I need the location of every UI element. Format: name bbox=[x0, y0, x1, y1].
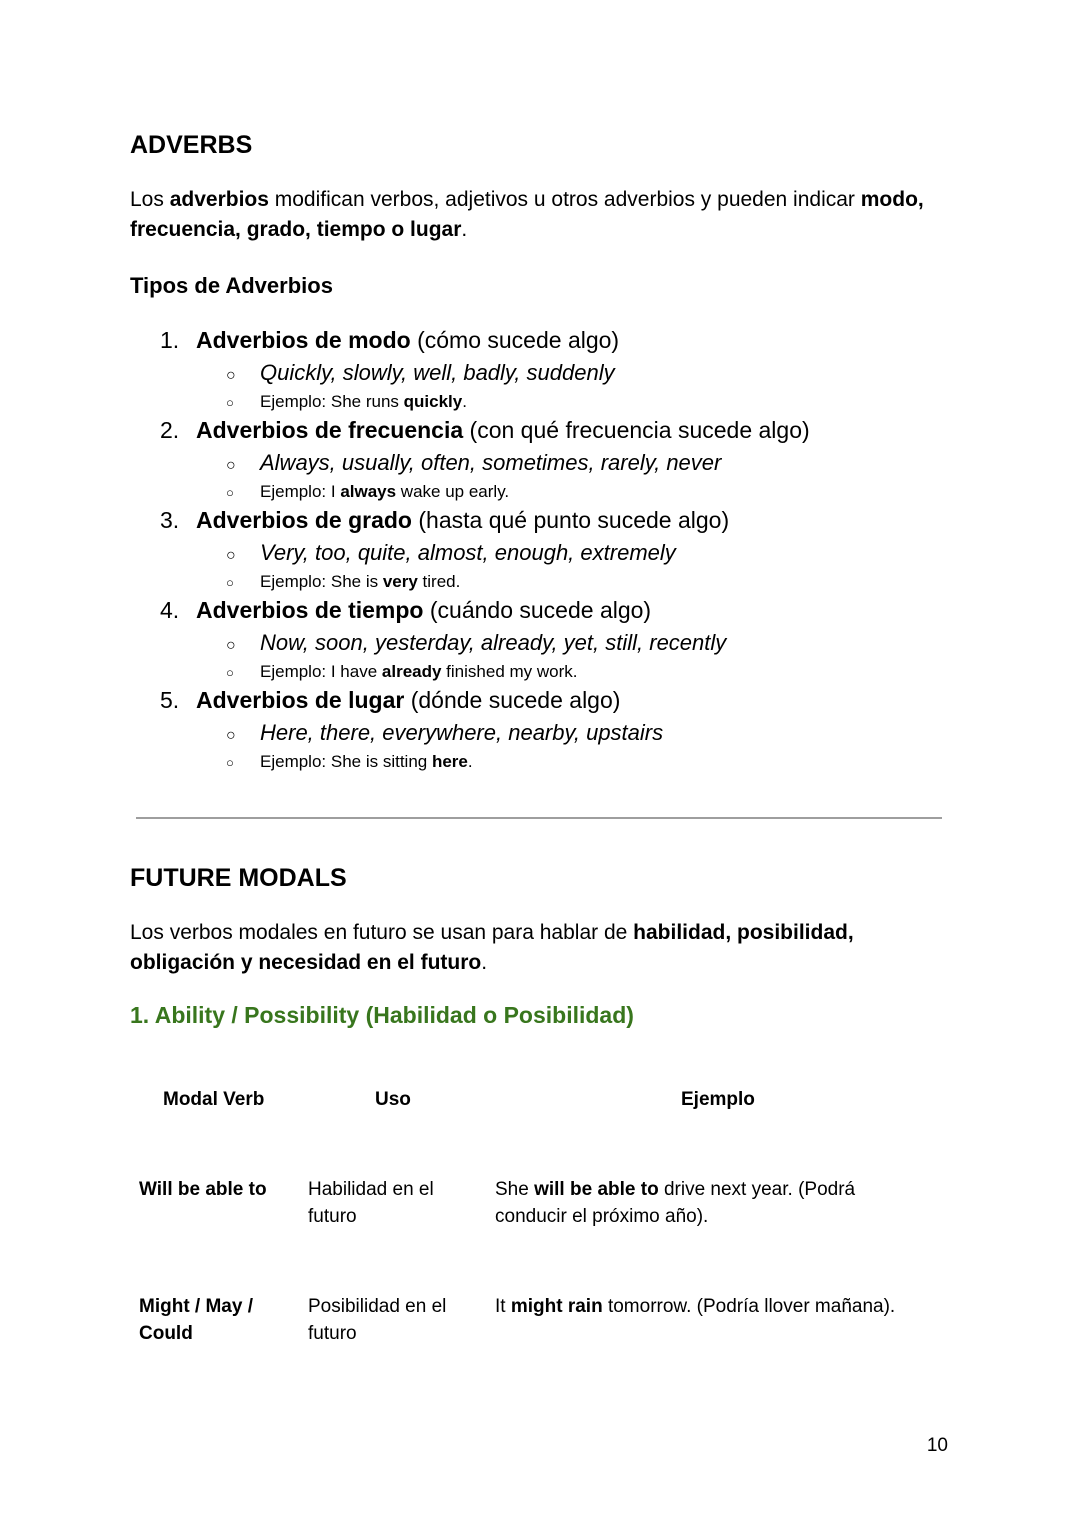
adverbs-intro: Los adverbios modifican verbos, adjetivos u otros adverbios y pueden indicar modo, frecuencia, grado, tiempo o lugar. bbox=[130, 188, 924, 241]
list-item: 3. Adverbios de grado (hasta qué punto sucede algo) bbox=[160, 507, 730, 533]
section-ability-title: 1. Ability / Possibility (Habilidad o Posibilidad) bbox=[130, 1002, 634, 1028]
bullet-icon: ○ bbox=[226, 727, 236, 744]
bullet-icon: ○ bbox=[226, 755, 234, 770]
example-sentence: ○ Ejemplo: She runs quickly. bbox=[226, 392, 467, 411]
example-sentence: ○ Ejemplo: I always wake up early. bbox=[226, 482, 510, 501]
table-cell-uso: Habilidad en el futuro bbox=[308, 1179, 434, 1227]
example-sentence: ○ Ejemplo: She is very tired. bbox=[226, 572, 461, 591]
list-item: 1. Adverbios de modo (cómo sucede algo) bbox=[160, 327, 620, 353]
examples-line: ○ Always, usually, often, sometimes, rarely, never bbox=[226, 450, 722, 475]
bullet-icon: ○ bbox=[226, 395, 234, 410]
examples-line: ○ Very, too, quite, almost, enough, extremely bbox=[226, 540, 676, 565]
future-modals-title: FUTURE MODALS bbox=[130, 864, 347, 892]
list-item: 5. Adverbios de lugar (dónde sucede algo) bbox=[160, 687, 621, 713]
table-cell-modal: Will be able to bbox=[139, 1179, 267, 1200]
table-cell-ejemplo: She will be able to drive next year. (Podrá conducir el próximo año). bbox=[495, 1179, 856, 1227]
future-modals-intro: Los verbos modales en futuro se usan para hablar de habilidad, posibilidad, obligación y necesidad en el futuro. bbox=[130, 921, 854, 974]
section-divider bbox=[136, 817, 942, 819]
bullet-icon: ○ bbox=[226, 575, 234, 590]
examples-line: ○ Quickly, slowly, well, badly, suddenly bbox=[226, 360, 615, 385]
bullet-icon: ○ bbox=[226, 547, 236, 564]
examples-line: ○ Here, there, everywhere, nearby, upstairs bbox=[226, 720, 664, 745]
table-header-modal: Modal Verb bbox=[163, 1089, 265, 1110]
example-sentence: ○ Ejemplo: I have already finished my work. bbox=[226, 662, 578, 681]
bullet-icon: ○ bbox=[226, 457, 236, 474]
page-number: 10 bbox=[926, 1435, 948, 1456]
adverbs-title: ADVERBS bbox=[130, 131, 253, 159]
examples-line: ○ Now, soon, yesterday, already, yet, still, recently bbox=[226, 630, 727, 655]
bullet-icon: ○ bbox=[226, 485, 234, 500]
table-cell-ejemplo: It might rain tomorrow. (Podría llover mañana). bbox=[495, 1296, 896, 1317]
list-item: 2. Adverbios de frecuencia (con qué frecuencia sucede algo) bbox=[160, 417, 810, 443]
bullet-icon: ○ bbox=[226, 637, 236, 654]
example-sentence: ○ Ejemplo: She is sitting here. bbox=[226, 752, 473, 771]
table-cell-uso: Posibilidad en el futuro bbox=[308, 1296, 447, 1344]
table-cell-modal: Might / May / Could bbox=[139, 1296, 253, 1344]
table-header-ejemplo: Ejemplo bbox=[681, 1089, 755, 1110]
table-header-uso: Uso bbox=[375, 1089, 411, 1110]
list-item: 4. Adverbios de tiempo (cuándo sucede algo) bbox=[160, 597, 652, 623]
types-heading: Tipos de Adverbios bbox=[130, 273, 333, 298]
bullet-icon: ○ bbox=[226, 367, 236, 384]
bullet-icon: ○ bbox=[226, 665, 234, 680]
